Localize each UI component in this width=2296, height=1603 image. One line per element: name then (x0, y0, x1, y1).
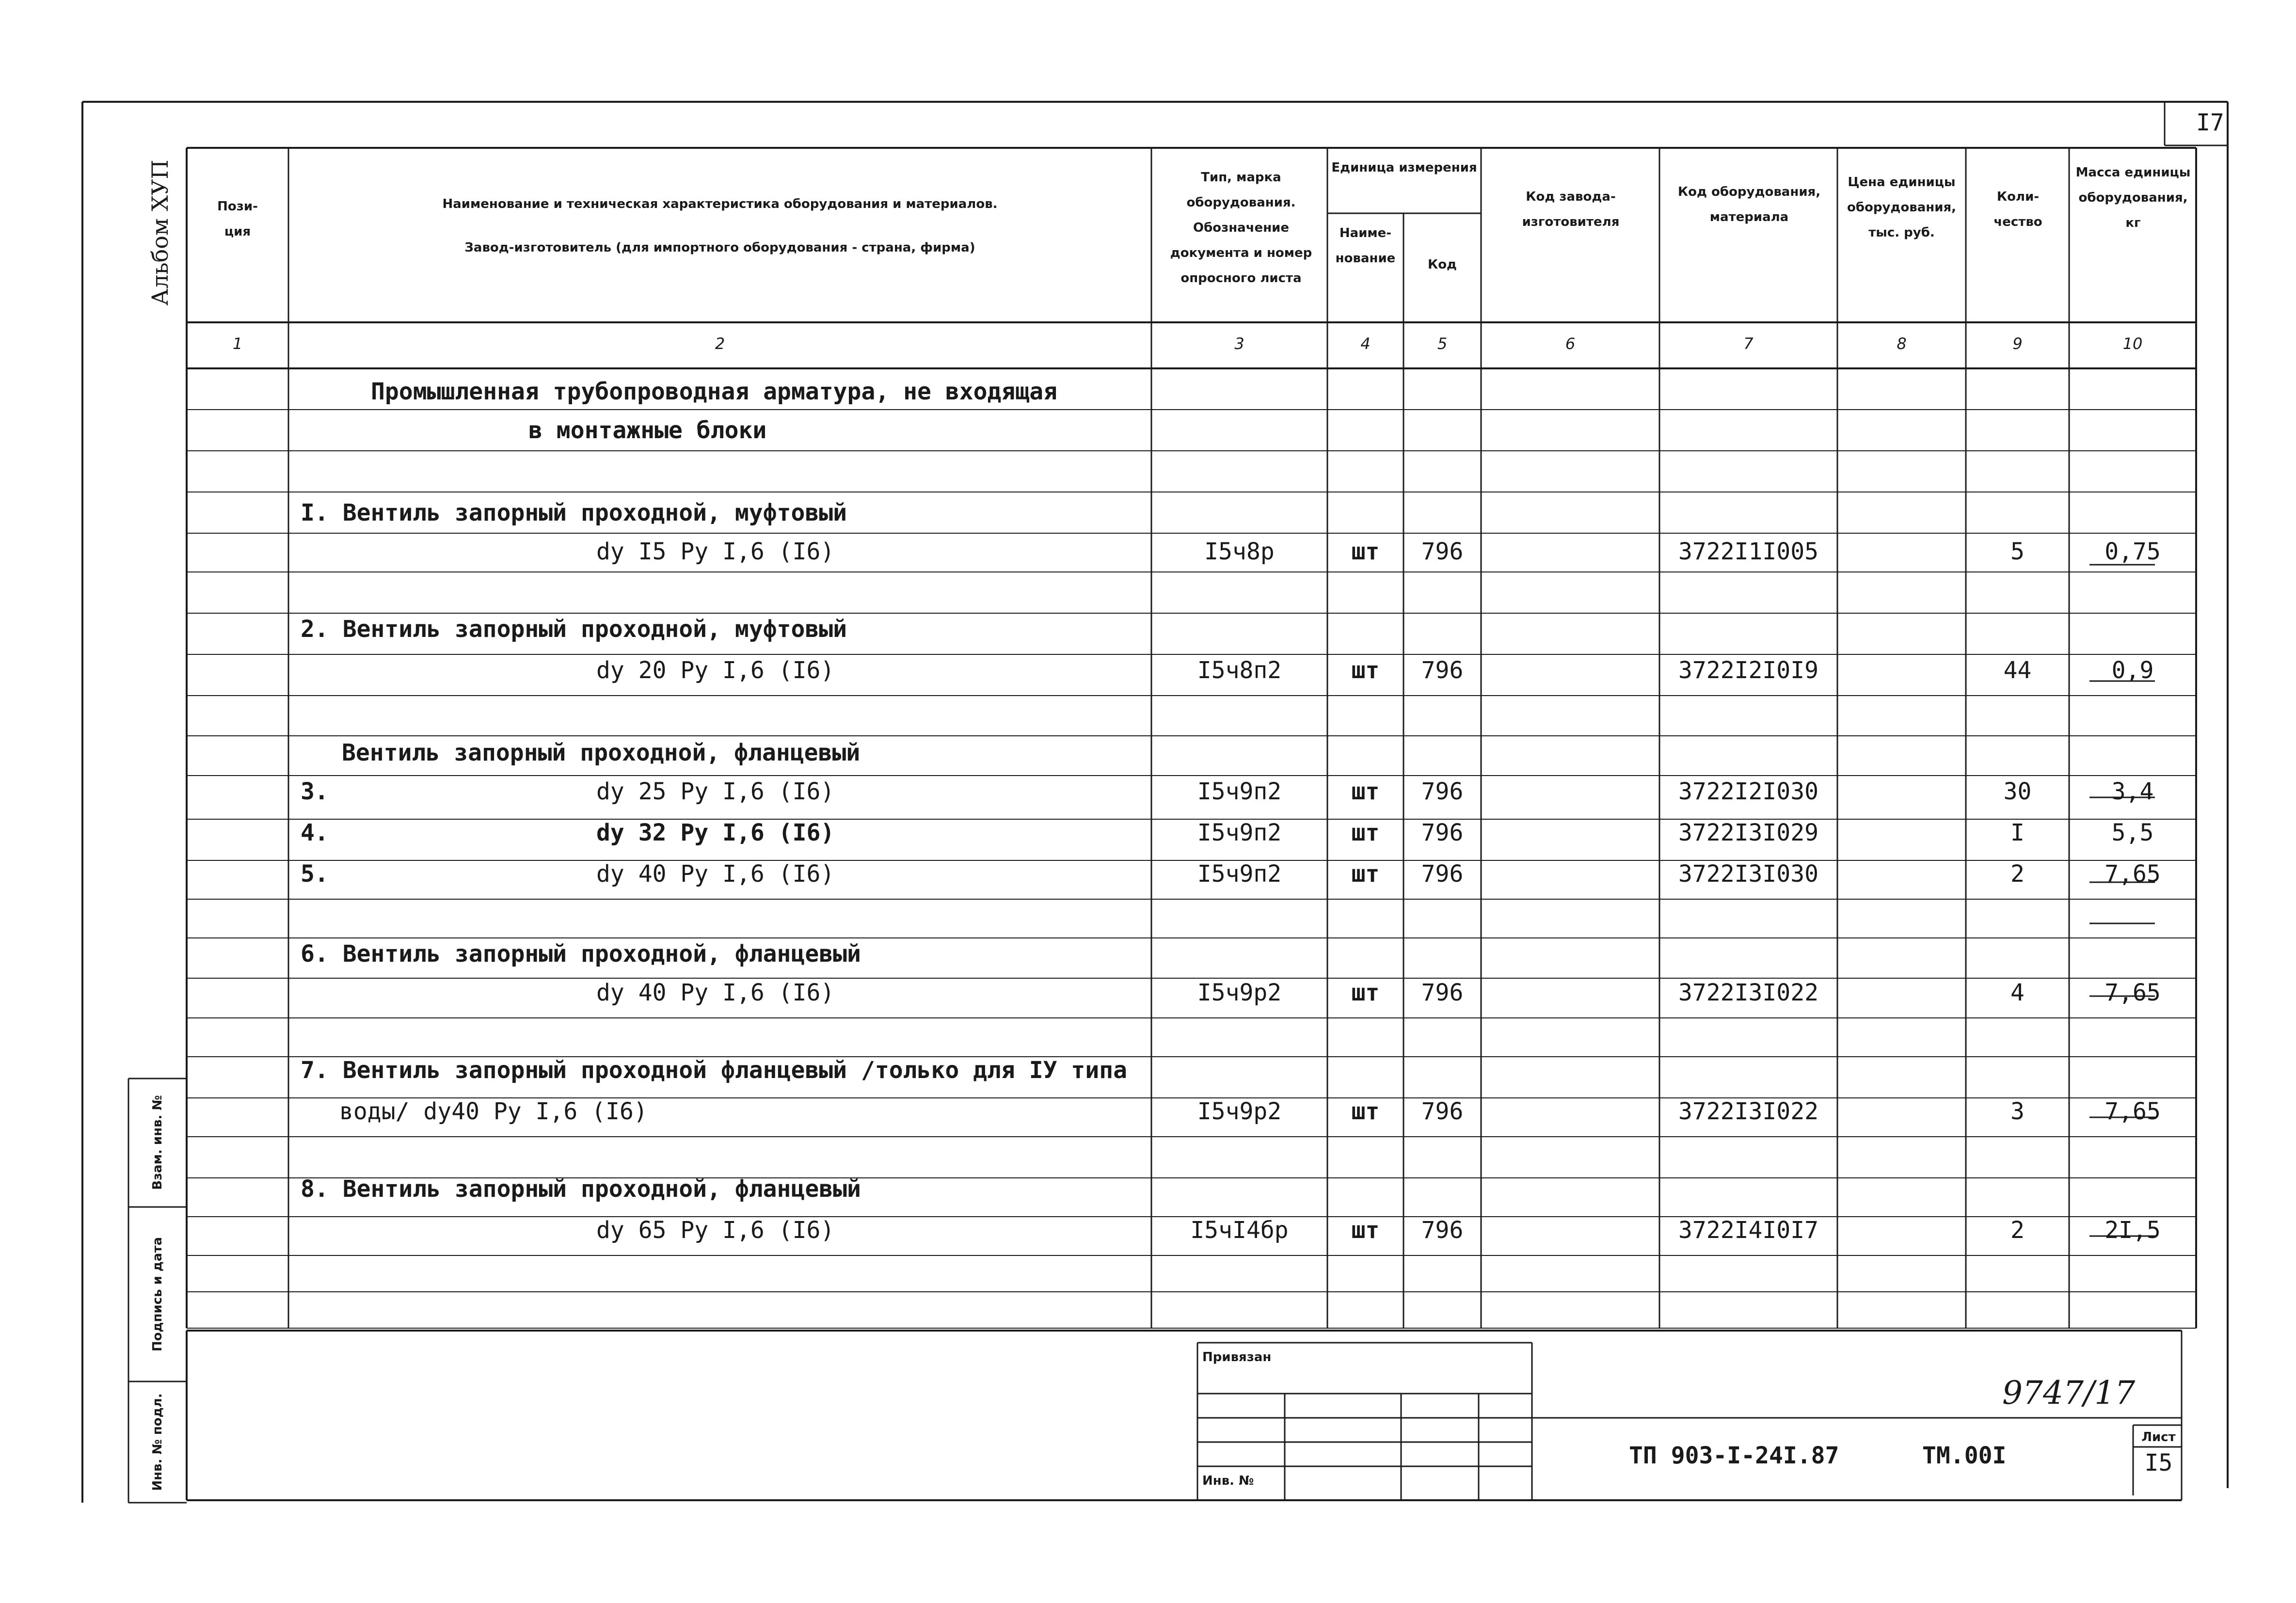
row-equipment-code: 3722I4I0I7 (1678, 1217, 1818, 1244)
row-unit: шт (1351, 657, 1380, 684)
title-privyazan: Привязан (1202, 1350, 1272, 1365)
header-equipment-code: Код оборудования, материала (1677, 185, 1821, 224)
column-number: 4 (1360, 334, 1371, 353)
sheet-number: I5 (2144, 1449, 2173, 1476)
row-unit-code: 796 (1421, 778, 1464, 805)
handwritten-number: 9747/17 (2002, 1374, 2136, 1412)
row-mass: 7,65 (2105, 860, 2161, 888)
row-type-mark: I5ч9р2 (1197, 979, 1282, 1006)
row-unit-code: 796 (1421, 1098, 1464, 1125)
row-mass: 7,65 (2105, 1098, 2161, 1125)
row-name: dy 40 Py I,6 (I6) (596, 979, 835, 1006)
row-unit: шт (1351, 538, 1380, 565)
album-label: Альбом ХУП (147, 159, 173, 306)
row-unit: шт (1351, 1098, 1380, 1125)
row-mass: 0,9 (2111, 657, 2154, 684)
row-mass: 2I,5 (2105, 1217, 2161, 1244)
row-unit-code: 796 (1421, 657, 1464, 684)
column-number: 3 (1234, 334, 1244, 353)
row-unit-code: 796 (1421, 860, 1464, 888)
row-equipment-code: 3722I1I005 (1678, 538, 1818, 565)
row-position: 5. (301, 860, 329, 888)
row-name: Вентиль запорный проходной, фланцевый (342, 739, 861, 766)
row-name: dy 20 Py I,6 (I6) (596, 657, 835, 684)
row-position: 4. (301, 819, 329, 846)
row-mass: 0,75 (2105, 538, 2161, 565)
row-quantity: I (2010, 819, 2025, 846)
header-price: Цена единицы оборудования, тыс. руб. (1847, 175, 1957, 240)
sheet-number-top: I7 (2196, 109, 2224, 136)
title-inv-no: Инв. № (1202, 1474, 1254, 1488)
header-name-line1: Наименование и техническая характеристика оборудования и материалов. (442, 197, 998, 211)
row-quantity: 2 (2010, 860, 2025, 888)
row-position: 3. (301, 778, 329, 805)
row-quantity: 30 (2003, 778, 2032, 805)
row-mass: 5,5 (2111, 819, 2154, 846)
row-unit-code: 796 (1421, 538, 1464, 565)
column-number: 1 (232, 334, 243, 353)
row-name: I. Вентиль запорный проходной, муфтовый (301, 499, 847, 526)
row-quantity: 4 (2010, 979, 2025, 1006)
document-code: ТП 903-I-24I.87 (1629, 1442, 1839, 1469)
row-unit: шт (1351, 979, 1380, 1006)
row-name: dy 40 Py I,6 (I6) (596, 860, 835, 888)
row-unit: шт (1351, 860, 1380, 888)
column-number: 9 (2012, 334, 2023, 353)
stamp-inv-vzam: Взам. инв. № (150, 1095, 165, 1190)
stamp-inv-podl: Инв. № подл. (150, 1393, 165, 1491)
row-type-mark: I5ч9п2 (1197, 860, 1282, 888)
row-equipment-code: 3722I2I0I9 (1678, 657, 1818, 684)
sheet-label: Лист (2141, 1430, 2176, 1444)
header-factory-code: Код завода-изготовителя (1522, 190, 1620, 229)
header-unit-name: Наиме- нование (1335, 226, 1396, 266)
row-equipment-code: 3722I3I029 (1678, 819, 1818, 846)
section-title-line2: в монтажные блоки (528, 417, 767, 444)
header-position: Пози- ция (217, 199, 258, 239)
row-type-mark: I5ч9р2 (1197, 1098, 1282, 1125)
row-equipment-code: 3722I3I030 (1678, 860, 1818, 888)
column-number: 8 (1897, 334, 1907, 353)
column-number: 5 (1437, 334, 1448, 353)
row-unit-code: 796 (1421, 979, 1464, 1006)
document-mark: ТМ.00I (1922, 1442, 2007, 1469)
column-number: 7 (1743, 334, 1754, 353)
stamp-signature-date: Подпись и дата (150, 1237, 165, 1352)
header-unit-group: Единица измерения (1331, 160, 1477, 175)
row-mass: 3,4 (2111, 778, 2154, 805)
row-name: dy 32 Py I,6 (I6) (596, 819, 835, 846)
row-unit: шт (1351, 1217, 1380, 1244)
header-name-line2: Завод-изготовитель (для импортного оборудования - страна, фирма) (464, 240, 975, 255)
row-type-mark: I5ч8р (1204, 538, 1275, 565)
row-quantity: 44 (2003, 657, 2032, 684)
row-name: 7. Вентиль запорный проходной фланцевый /только для IУ типа (301, 1057, 1128, 1084)
column-number: 10 (2122, 334, 2143, 353)
header-unit-code: Код (1427, 257, 1457, 272)
row-quantity: 3 (2010, 1098, 2025, 1125)
column-number: 6 (1565, 334, 1576, 353)
row-name: dy I5 Py I,6 (I6) (596, 538, 835, 565)
row-unit-code: 796 (1421, 1217, 1464, 1244)
row-mass: 7,65 (2105, 979, 2161, 1006)
row-unit: шт (1351, 819, 1380, 846)
row-name: воды/ dy40 Py I,6 (I6) (339, 1098, 648, 1125)
section-title-line1: Промышленная трубопроводная арматура, не входящая (371, 378, 1058, 405)
row-type-mark: I5ч9п2 (1197, 819, 1282, 846)
row-type-mark: I5чI4бр (1190, 1217, 1289, 1244)
row-equipment-code: 3722I2I030 (1678, 778, 1818, 805)
row-name: 2. Вентиль запорный проходной, муфтовый (301, 616, 847, 643)
row-unit: шт (1351, 778, 1380, 805)
row-name: dy 25 Py I,6 (I6) (596, 778, 835, 805)
row-type-mark: I5ч9п2 (1197, 778, 1282, 805)
row-equipment-code: 3722I3I022 (1678, 979, 1818, 1006)
header-mass: Масса единицы оборудования, кг (2075, 165, 2191, 230)
row-quantity: 5 (2010, 538, 2025, 565)
row-equipment-code: 3722I3I022 (1678, 1098, 1818, 1125)
row-name: 8. Вентиль запорный проходной, фланцевый (301, 1175, 861, 1203)
header-quantity: Коли- чество (1993, 190, 2042, 229)
header-type-mark: Тип, марка оборудования. Обозначение документа и номер опросного листа (1170, 170, 1312, 286)
row-type-mark: I5ч8п2 (1197, 657, 1282, 684)
row-unit-code: 796 (1421, 819, 1464, 846)
column-number: 2 (715, 334, 725, 353)
row-name: 6. Вентиль запорный проходной, фланцевый (301, 940, 861, 968)
row-quantity: 2 (2010, 1217, 2025, 1244)
row-name: dy 65 Py I,6 (I6) (596, 1217, 835, 1244)
